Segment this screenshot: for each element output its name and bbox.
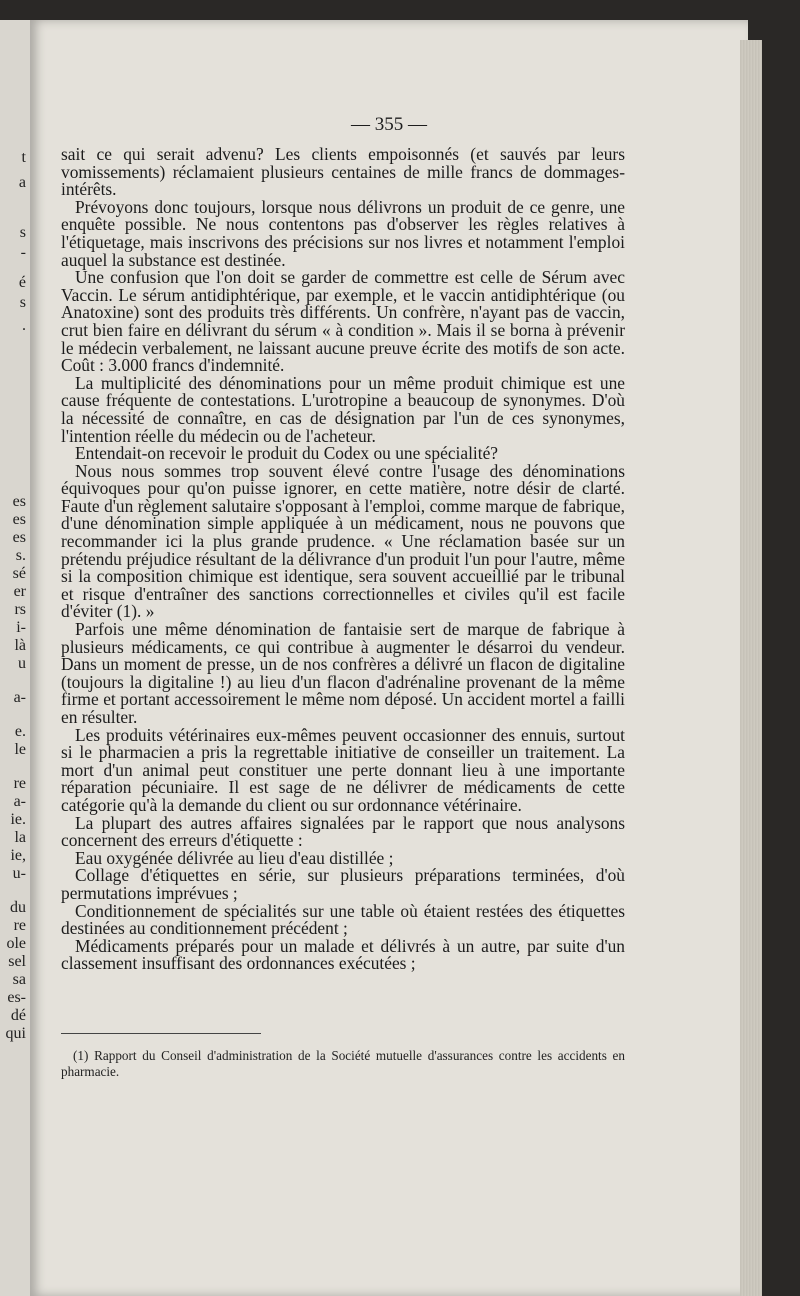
prev-page-fragment: u [18,655,26,672]
prev-page-fragment: s. [15,547,26,564]
prev-page-fragment: er [13,583,26,600]
prev-page-fragment: re [13,775,26,792]
prev-page-fragment: ie. [10,811,26,828]
book-page-edges [740,40,762,1296]
paragraph: La plupart des autres affaires signalées par le rapport que nous analysons concernent des erreurs d'étiquette : [61,812,625,851]
prev-page-fragment: es [12,529,26,546]
prev-page-fragment: sé [12,565,26,582]
prev-page-fragment: la [14,829,26,846]
prev-page-fragment: t [21,149,26,166]
prev-page-fragment: dé [10,1007,26,1024]
paragraph: Médicaments préparés pour un malade et délivrés à un autre, par suite d'un classement insuffisant des ordonnances exécutées ; [61,935,625,974]
body-text [61,146,625,973]
paragraph: Nous nous sommes trop souvent élevé contre l'usage des dénominations équivoques pour qu'on puisse ignorer, en cette matière, notre désir de clarté. Faute d'un règlement salutaire s'opposant à l'emploi, comme marque de fabrique, d'une dénomination simple appliquée à un médicament, nous ne pouvons que recommander ici la plus grande prudence. « Une réclamation basée sur un prétendu préjudice résultant de la délivrance d'un produit l'un pour l'autre, même si la composition chimique est identique, sera souvent accueillié par le tribunal et risque d'entraîner des sanctions correctionnelles et civiles qu'il est facile d'éviter (1). » [61,460,625,622]
paragraph: Conditionnement de spécialités sur une table où étaient restées des étiquettes destinées au conditionnement précédent ; [61,900,625,939]
footnote-separator [61,1033,261,1034]
prev-page-fragment: a [18,174,26,191]
paragraph: sait ce qui serait advenu? Les clients empoisonnés (et sauvés par leurs vomissements) réclamaient plusieurs centaines de mille francs de dommages-intérêts. [61,144,625,200]
paragraph: Collage d'étiquettes en série, sur plusieurs préparations terminées, d'où permutations imprévues ; [61,865,625,903]
paragraph: La multiplicité des dénominations pour un même produit chimique est une cause fréquente de contestations. L'urotropine a beaucoup de synonymes. D'où la nécessité de connaître, en cas de désignation par l'un de ces synonymes, l'intention réelle du médecin ou de l'acheteur. [61,372,625,446]
prev-page-fragment: es- [7,989,26,1006]
paragraph: Entendait-on recevoir le produit du Codex ou une spécialité? [75,443,499,464]
prev-page-fragment: qui [5,1025,26,1042]
footnote-text: (1) Rapport du Conseil d'administration de la Société mutuelle d'assurances contre les accidents en pharmacie. [61,1048,625,1079]
prev-page-fragment: a- [13,689,26,706]
prev-page-fragment: u- [12,865,26,882]
previous-page-margin [0,20,30,1296]
prev-page-fragment: là [14,637,26,654]
prev-page-fragment: . [22,317,26,334]
prev-page-fragment: a- [13,793,26,810]
prev-page-fragment: s [19,224,26,241]
prev-page-fragment: du [10,899,26,916]
prev-page-fragment: - [20,244,26,261]
page-number: — 355 — [351,114,427,135]
paragraph: Une confusion que l'on doit se garder de commettre est celle de Sérum avec Vaccin. Le sérum antidiphtérique, par exemple, et le vaccin antidiphtérique (ou Anatoxine) sont des produits très différents. Un confrère, n'ayant pas de vaccin, crut bien faire en délivrant du sérum « à condition ». Mais il se borna à prévenir le médecin verbalement, ne laissant aucune preuve écrite des motifs de son acte. Coût : 3.000 francs d'indemnité. [61,267,625,376]
prev-page-fragment: le [14,741,26,758]
prev-page-fragment: sel [8,953,26,970]
paragraph: Eau oxygénée délivrée au lieu d'eau distillée ; [75,847,394,868]
prev-page-fragment: re [13,917,26,934]
paragraph: Prévoyons donc toujours, lorsque nous délivrons un produit de ce genre, une enquête possible. Ne nous contentons pas d'observer les règles relatives à l'étiquetage, mais inscrivons des précisions sur nos livres et notamment l'emploi auquel la substance est destinée. [61,196,625,270]
paragraph: Les produits vétérinaires eux-mêmes peuvent occasionner des ennuis, surtout si le pharmacien a pris la regrettable initiative de conseiller un traitement. La mort d'un animal peut constituer une perte donnant lieu à une importante réparation pécuniaire. Il est sage de ne délivrer de médicaments de cette catégorie qu'à la demande du client ou sur ordonnance vétérinaire. [61,724,625,815]
footnote [61,1048,625,1080]
prev-page-fragment: s [19,294,26,311]
prev-page-fragment: ole [6,935,26,952]
prev-page-fragment: e. [14,723,26,740]
prev-page-fragment: es [12,493,26,510]
prev-page-fragment: i- [16,619,26,636]
paragraph: Parfois une même dénomination de fantaisie sert de marque de fabrique à plusieurs médicaments, ce qui contribue à augmenter le désarroi du vendeur. Dans un moment de presse, un de nos confrères a délivré un flacon de digitaline (toujours la digitaline !) au lieu d'un flacon d'adrénaline provenant de la même firme et portant accessoirement le même nom déposé. Un accident mortel a failli en résulter. [61,619,625,727]
prev-page-fragment: rs [14,601,26,618]
prev-page-fragment: ie, [10,847,26,864]
prev-page-fragment: sa [12,971,26,988]
prev-page-fragment: es [12,511,26,528]
prev-page-fragment: é [18,274,26,291]
